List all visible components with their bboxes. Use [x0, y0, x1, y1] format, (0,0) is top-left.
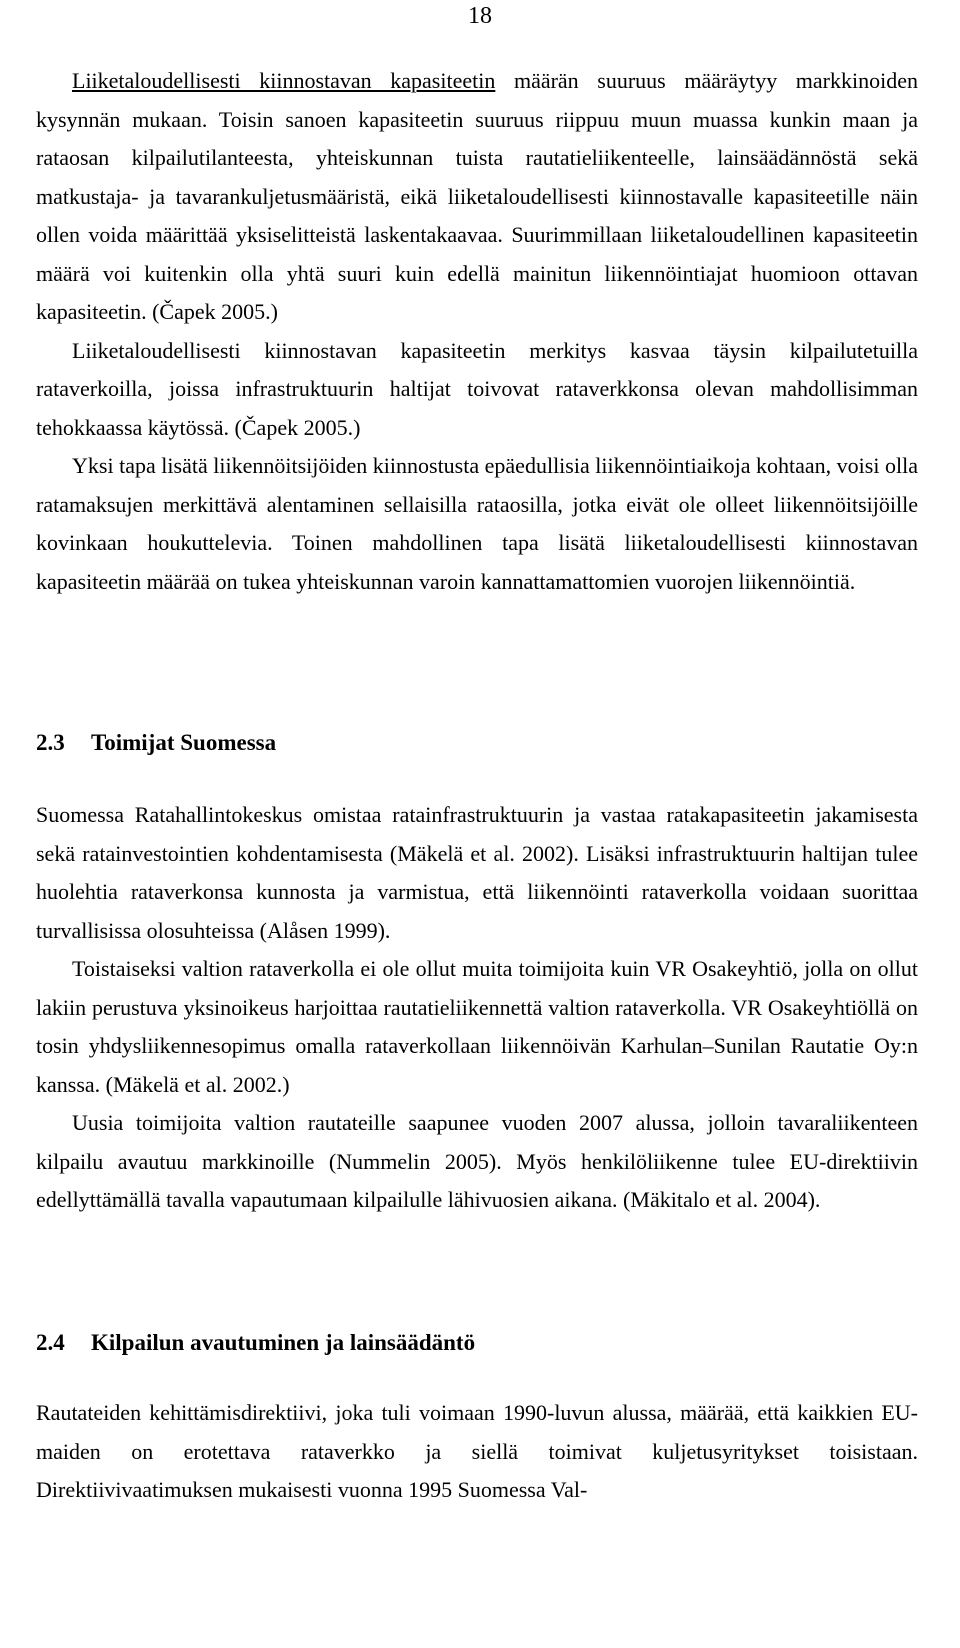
paragraph-track-charges: Yksi tapa lisätä liikennöitsijöiden kiinnostusta epäedullisia liikennöintiaikoja kohtaan, voisi olla ratamaksujen merkittävä alentaminen sellaisilla rataosilla, jotka eivät ole olleet liikennöitsijöille kovinkaan houkuttelevia. Toinen mahdollinen tapa lisätä liiketaloudellisesti kiinnostavan kapasiteetin määrää on tukea yhteiskunnan varoin kannattamattomien vuorojen liikennöintiä.: [36, 453, 918, 594]
paragraph-vr-osakeyhtio: Toistaiseksi valtion rataverkolla ei ole ollut muita toimijoita kuin VR Osakeyhtiö, jolla on ollut lakiin perustuva yksinoikeus harjoittaa rautatieliikennettä valtion rataverkolla. VR Osakeyhtiöllä on tosin yhdysliikennesopimus omalla rataverkollaan liikennöivän Karhulan–Sunilan Rautatie Oy:n kanssa. (Mäkelä et al. 2002.): [36, 956, 918, 1097]
paragraph-text: määrän suuruus määräytyy markkinoiden kysynnän mukaan. Toisin sanoen kapasiteetin suuruus riippuu muun muassa kunkin maan ja rataosan kilpailutilanteesta, yhteiskunnan tuista rautatieliikenteelle, lainsäädännöstä sekä matkustaja- ja tavarankuljetusmääristä, eikä liiketaloudellisesti kiinnostavalle kapasiteetille näin ollen voida määrittää yksiselitteistä laskentakaavaa. Suurimmillaan liiketaloudellinen kapasiteetin määrä voi kuitenkin olla yhtä suuri kuin edellä mainitun liikennöintiajat huomioon ottavan kapasiteetin. (Čapek 2005.): [36, 68, 918, 324]
section-number: 2.4: [36, 1330, 65, 1355]
paragraph-new-operators: Uusia toimijoita valtion rautateille saapunee vuoden 2007 alussa, jolloin tavaraliikenteen kilpailu avautuu markkinoille (Nummelin 2005). Myös henkilöliikenne tulee EU-direktiivin edellyttämällä tavalla vapautumaan kilpailulle lähivuosien aikana. (Mäkitalo et al. 2004).: [36, 1110, 918, 1212]
paragraph-directive: Rautateiden kehittämisdirektiivi, joka tuli voimaan 1990-luvun alussa, määrää, että kaikkien EU-maiden on erotettava rataverkko ja siellä toimivat kuljetusyritykset toisistaan. Direktiivivaatimuksen mukaisesti vuonna 1995 Suomessa Val-: [36, 1400, 918, 1502]
paragraph-capacity-significance: Liiketaloudellisesti kiinnostavan kapasiteetin merkitys kasvaa täysin kilpailutetuilla rataverkoilla, joissa infrastruktuurin haltijat toivovat rataverkkonsa olevan mahdollisimman tehokkaassa käytössä. (Čapek 2005.): [36, 337, 918, 440]
section-number: 2.3: [36, 730, 65, 755]
section-heading-2-3: [36, 728, 918, 758]
section-title: Toimijat Suomessa: [91, 730, 277, 755]
section-heading-2-4: [36, 1328, 918, 1358]
section-title: Kilpailun avautuminen ja lainsäädäntö: [91, 1330, 476, 1355]
text-block-section-2-3: [36, 796, 918, 1220]
text-block-section-2-4: [36, 1394, 918, 1510]
text-block-intro: [36, 62, 918, 601]
page-number: 18: [468, 3, 492, 29]
underlined-term: Liiketaloudellisesti kiinnostavan kapasiteetin: [72, 68, 496, 93]
paragraph-ratahallintokeskus: Suomessa Ratahallintokeskus omistaa ratainfrastruktuurin ja vastaa ratakapasiteetin jakamisesta sekä ratainvestointien kohdentamisesta (Mäkelä et al. 2002). Lisäksi infrastruktuurin haltijan tulee huolehtia rataverkonsa kunnosta ja varmistua, että liikennöinti rataverkolla voidaan suorittaa turvallisissa olosuhteissa (Alåsen 1999).: [36, 802, 918, 943]
paragraph-business-capacity: [36, 62, 918, 332]
